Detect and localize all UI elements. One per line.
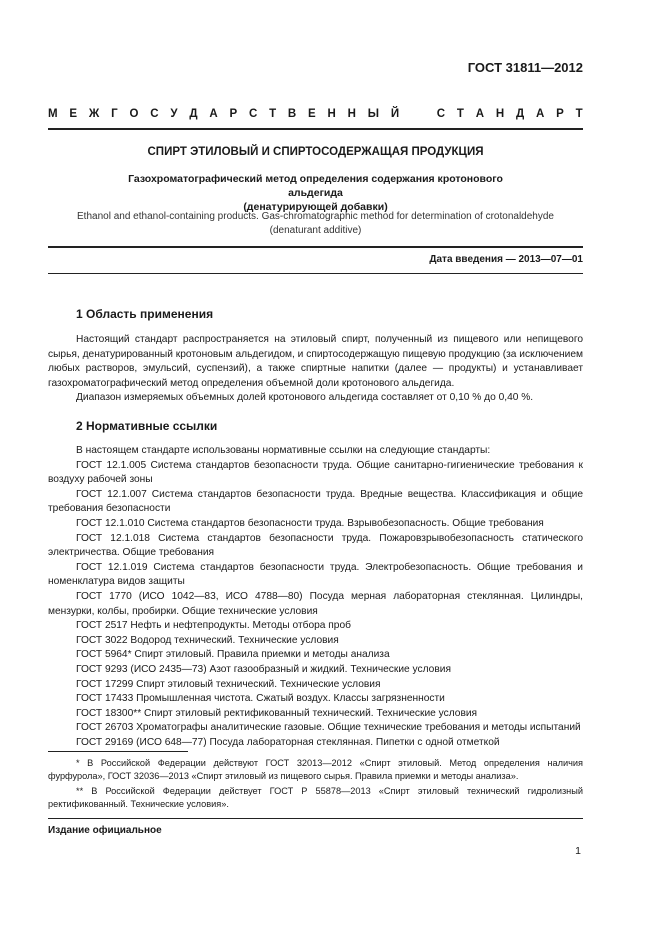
banner-letter: Р — [229, 108, 238, 120]
english-title-line-2: (denaturant additive) — [269, 225, 362, 236]
section-2-heading: 2 Нормативные ссылки — [76, 419, 218, 433]
english-title — [70, 210, 561, 238]
document-code: ГОСТ 31811—2012 — [467, 60, 583, 75]
reference-item: ГОСТ 12.1.007 Система стандартов безопасности труда. Вредные вещества. Классификация и общие требования безопасности — [48, 488, 583, 515]
reference-item: ГОСТ 1770 (ИСО 1042—83, ИСО 4788—80) Посуда мерная лабораторная стеклянная. Цилиндры, мензурки, колбы, пробирки. Общие технические условия — [48, 590, 583, 617]
interstate-standard-banner — [48, 108, 583, 120]
reference-item: ГОСТ 12.1.005 Система стандартов безопасности труда. Общие санитарно-гигиенические требования к воздуху рабочей зоны — [48, 459, 583, 486]
banner-letter: О — [129, 108, 139, 120]
banner-letter: Н — [495, 108, 505, 120]
document-subtitle — [110, 172, 521, 214]
reference-item: ГОСТ 12.1.010 Система стандартов безопасности труда. Взрывобезопасность. Общие требования — [76, 517, 544, 529]
edition-label: Издание официальное — [48, 825, 162, 836]
title-rule — [48, 246, 583, 248]
reference-item: ГОСТ 18300** Спирт этиловый ректификованный технический. Технические условия — [76, 707, 478, 719]
banner-letter: Т — [575, 108, 583, 120]
footnote-item: * В Российской Федерации действуют ГОСТ 32013—2012 «Спирт этиловый. Метод определения наличия фурфурола», ГОСТ 32036—2013 «Спирт этиловый из пищевого сырья. Правила приемки и методы анализа». — [48, 758, 583, 781]
footer-rule — [48, 818, 583, 819]
section-1-paragraph-2: Диапазон измеряемых объемных долей кротонового альдегида составляет от 0,10 % до 0,40 %. — [76, 392, 534, 404]
banner-letter: Ы — [367, 108, 380, 120]
subtitle-line-1: Газохроматографический метод определения содержания кротонового альдегида — [128, 173, 503, 199]
reference-item: ГОСТ 26703 Хроматографы аналитические газовые. Общие технические требования и методы испытаний — [76, 722, 581, 734]
reference-item: ГОСТ 12.1.019 Система стандартов безопасности труда. Электробезопасность. Общие требования и номенклатура видов защиты — [48, 561, 583, 588]
banner-letter: Н — [327, 108, 336, 120]
banner-letter: Т — [269, 108, 277, 120]
english-title-line-1: Ethanol and ethanol-containing products. Gas-chromatographic method for determination of crotonaldehyde — [77, 211, 554, 222]
banner-letter: А — [535, 108, 545, 120]
reference-item: ГОСТ 2517 Нефть и нефтепродукты. Методы отбора проб — [76, 620, 351, 632]
reference-item: ГОСТ 17433 Промышленная чистота. Сжатый воздух. Классы загрязненности — [76, 693, 445, 705]
date-rule — [48, 273, 583, 274]
header-rule — [48, 128, 583, 130]
subtitle-line-2: (денатурирующей добавки) — [243, 201, 388, 213]
reference-item: ГОСТ 12.1.018 Система стандартов безопасности труда. Пожаровзрывобезопасность статического электричества. Общие требования — [48, 532, 583, 559]
banner-word-gap — [411, 108, 425, 120]
banner-letter: У — [170, 108, 178, 120]
banner-letter: В — [287, 108, 297, 120]
introduction-date: Дата введения — 2013—07—01 — [429, 254, 583, 265]
normative-references-list — [48, 444, 583, 750]
banner-letter: С — [436, 108, 446, 120]
reference-item: ГОСТ 9293 (ИСО 2435—73) Азот газообразный и жидкий. Технические условия — [76, 663, 451, 675]
section-1-heading: 1 Область применения — [76, 307, 214, 321]
document-title: СПИРТ ЭТИЛОВЫЙ И СПИРТОСОДЕРЖАЩАЯ ПРОДУКЦИЯ — [147, 146, 484, 158]
banner-letter: Е — [69, 108, 78, 120]
banner-letter: Ж — [88, 108, 100, 120]
references-intro: В настоящем стандарте использованы нормативные ссылки на следующие стандарты: — [76, 445, 491, 456]
page-number: 1 — [575, 845, 581, 857]
banner-letter: Н — [347, 108, 356, 120]
reference-item: ГОСТ 29169 (ИСО 648—77) Посуда лабораторная стеклянная. Пипетки с одной отметкой — [76, 736, 500, 748]
banner-letter: А — [475, 108, 485, 120]
banner-letter: С — [248, 108, 258, 120]
banner-letter: М — [48, 108, 58, 120]
section-1-paragraph-1: Настоящий стандарт распространяется на этиловый спирт, полученный из пищевого или непищевого сырья, денатурированный кротоновым альдегидом, и спиртосодержащую пищевую продукцию (за исключением любых растворов, эмульсий, суспензий), а также спиртные напитки (далее — продукты) и устанавливает газохроматографический метод определения объемной доли кротонового альдегида. — [48, 334, 583, 389]
reference-item: ГОСТ 17299 Спирт этиловый технический. Технические условия — [76, 678, 381, 690]
banner-letter: Е — [308, 108, 316, 120]
banner-letter: Г — [111, 108, 118, 120]
reference-item: ГОСТ 3022 Водород технический. Технические условия — [76, 634, 339, 646]
footnote-item: ** В Российской Федерации действует ГОСТ Р 55878—2013 «Спирт этиловый технический гидролизный ректификованный. Технические условия». — [48, 786, 583, 809]
banner-letter: С — [150, 108, 159, 120]
banner-letter: Д — [515, 108, 525, 120]
banner-letter: Й — [390, 108, 400, 120]
banner-letter: А — [209, 108, 218, 120]
reference-item: ГОСТ 5964* Спирт этиловый. Правила приемки и методы анализа — [76, 649, 390, 661]
section-1-body — [48, 333, 583, 406]
footnotes — [48, 757, 583, 813]
banner-letter: Р — [556, 108, 564, 120]
banner-letter: Т — [456, 108, 464, 120]
banner-letter: Д — [189, 108, 198, 120]
footnote-separator — [48, 751, 188, 752]
